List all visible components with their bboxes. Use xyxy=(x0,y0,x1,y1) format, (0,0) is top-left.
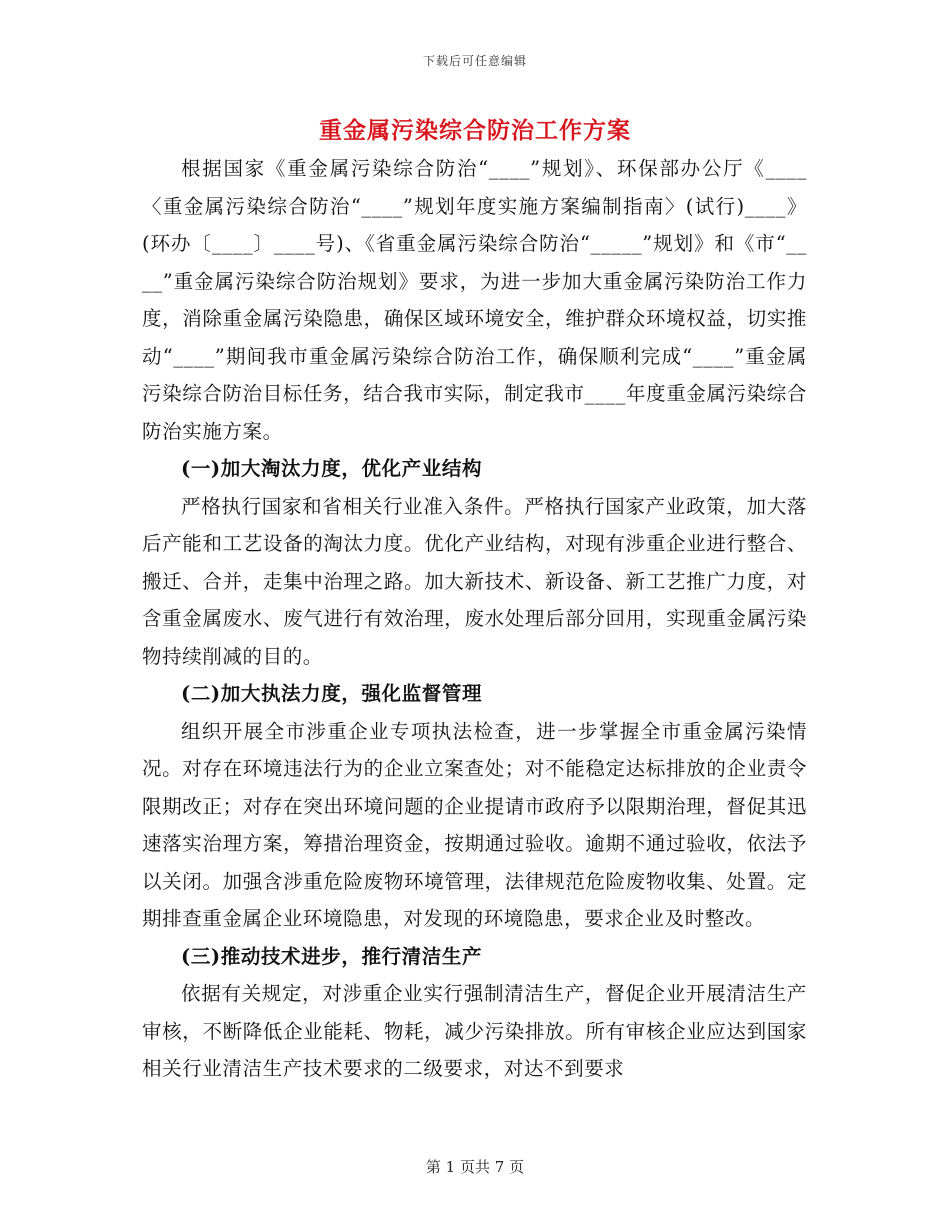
section-heading-3: (三)推动技术进步，推行清洁生产 xyxy=(181,944,483,968)
section-paragraph-3: 依据有关规定，对涉重企业实行强制清洁生产，督促企业开展清洁生产审核，不断降低企业能耗、物耗，减少污染排放。所有审核企业应达到国家相关行业清洁生产技术要求的二级要求，对达不到要求 xyxy=(142,982,807,1080)
section-heading-1: (一)加大淘汰力度，优化产业结构 xyxy=(181,457,483,480)
header-note: 下载后可任意编辑 xyxy=(422,54,527,68)
section-paragraph-1: 严格执行国家和省相关行业准入条件。严格执行国家产业政策，加大落后产能和工艺设备的淘汰力度。优化产业结构，对现有涉重企业进行整合、搬迁、合并，走集中治理之路。加大新技术、新设备、新工艺推广力度，对含重金属废水、废气进行有效治理，废水处理后部分回用，实现重金属污染物持续削减的目的。 xyxy=(142,494,807,668)
intro-paragraph: 根据国家《重金属污染综合防治“____”规划》、环保部办公厅《____〈重金属污染综合防治“____”规划年度实施方案编制指南〉(试行)____》(环办〔____〕____号)、《省重金属污染综合防治“_____”规划》和《市“____”重金属污染综合防治规划》要求，为进一步加大重金属污染防治工作力度，消除重金属污染隐患，确保区域环境安全，维护群众环境权益，切实推动“____”期间我市重金属污染综合防治工作，确保顺利完成“____”重金属污染综合防治目标任务，结合我市实际，制定我市____年度重金属污染综合防治实施方案。 xyxy=(142,157,807,443)
section-heading-2: (二)加大执法力度，强化监督管理 xyxy=(181,682,483,705)
section-paragraph-2: 组织开展全市涉重企业专项执法检查，进一步掌握全市重金属污染情况。对存在环境违法行为的企业立案查处；对不能稳定达标排放的企业责令限期改正；对存在突出环境问题的企业提请市政府予以限期治理，督促其迅速落实治理方案，筹措治理资金，按期通过验收。逾期不通过验收，依法予以关闭。加强含涉重危险废物环境管理，法律规范危险废物收集、处置。定期排查重金属企业环境隐患，对发现的环境隐患，要求企业及时整改。 xyxy=(142,719,807,930)
document-title: 重金属污染综合防治工作方案 xyxy=(319,117,631,144)
page-footer: 第 1 页共 7 页 xyxy=(425,1158,525,1176)
document-body xyxy=(142,150,807,1088)
